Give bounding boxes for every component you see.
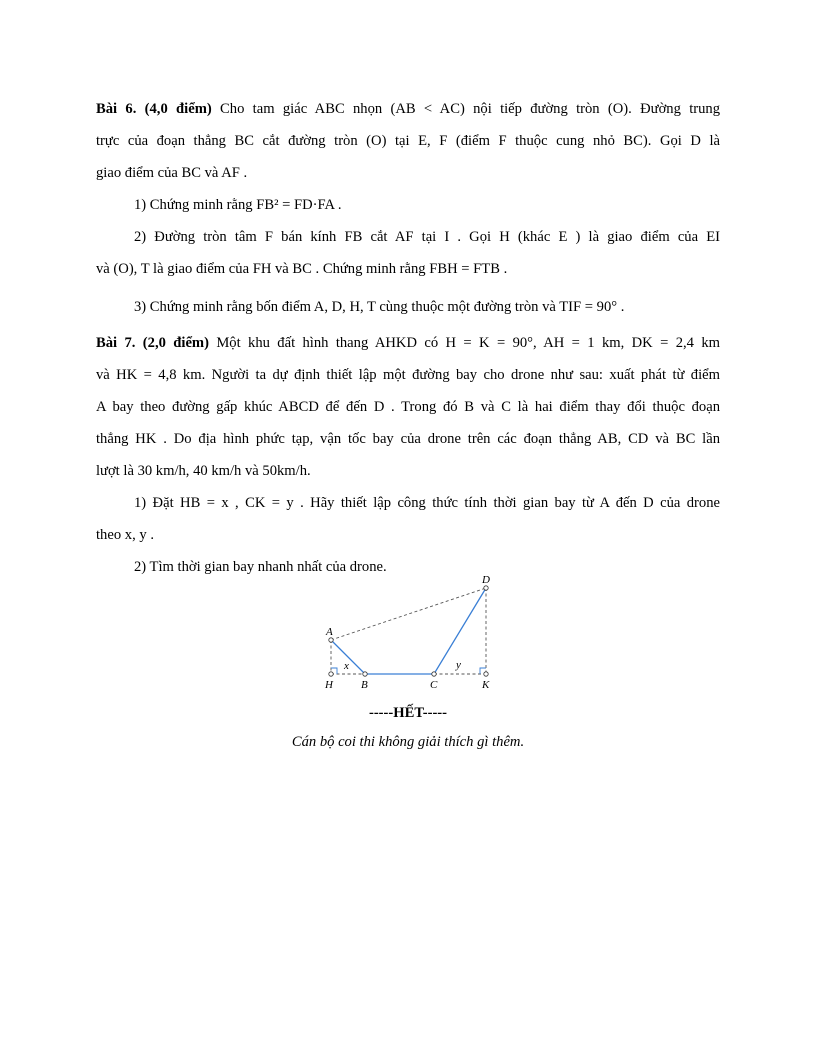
- label-B: B: [361, 679, 368, 691]
- point-C: [432, 672, 436, 676]
- point-B: [363, 672, 367, 676]
- bai6-question-3: 3) Chứng minh rằng bốn điểm A, D, H, T cùng thuộc một đường tròn và TIF = 90° .: [134, 299, 625, 315]
- bai7-text-line1: Một khu đất hình thang AHKD có H = K = 90°, AH = 1 km, DK = 2,4 km: [208, 335, 720, 351]
- dashed-AD: [331, 588, 486, 640]
- bai7-question-1-line2: theo x, y .: [96, 527, 154, 543]
- bai6-text-line3: giao điểm của BC và AF .: [96, 165, 248, 181]
- bai7-question-1-line1: 1) Đặt HB = x , CK = y . Hãy thiết lập công thức tính thời gian bay từ A đến D của drone: [134, 495, 720, 511]
- bai6-text-line1: Cho tam giác ABC nhọn (AB < AC) nội tiếp đường tròn (O). Đường trung: [211, 101, 720, 117]
- bai6-question-2-line2: và (O), T là giao điểm của FH và BC . Chứng minh rằng FBH = FTB .: [96, 261, 508, 277]
- bai7-text-line2: và HK = 4,8 km. Người ta dự định thiết lập một đường bay cho drone như sau: xuất phát từ điểm: [96, 367, 720, 383]
- label-A: A: [326, 626, 333, 638]
- label-H: H: [325, 679, 333, 691]
- bai7-question-2: 2) Tìm thời gian bay nhanh nhất của drone.: [134, 559, 387, 575]
- label-K: K: [482, 679, 490, 691]
- label-x: x: [344, 660, 349, 672]
- bai6-question-2-line1: 2) Đường tròn tâm F bán kính FB cắt AF tại I . Gọi H (khác E ) là giao điểm của EI: [134, 229, 720, 245]
- bai7-heading: Bài 7. (2,0 điểm): [96, 335, 209, 351]
- footer-note: Cán bộ coi thi không giải thích gì thêm.: [291, 734, 525, 750]
- end-mark: -----HẾT-----: [368, 705, 448, 721]
- bai6-question-1: 1) Chứng minh rằng FB² = FD·FA .: [134, 197, 342, 213]
- bai6-text-line2: trực của đoạn thẳng BC cắt đường tròn (O) tại E, F (điểm F thuộc cung nhỏ BC). Gọi D là: [96, 133, 720, 149]
- bai6-heading: Bài 6. (4,0 điểm): [96, 101, 212, 117]
- point-H: [329, 672, 333, 676]
- bai7-text-line3: A bay theo đường gấp khúc ABCD để đến D . Trong đó B và C là hai điểm thay đổi thuộc đoạn: [96, 399, 720, 415]
- label-C: C: [430, 679, 438, 691]
- label-y: y: [456, 659, 461, 671]
- point-K: [484, 672, 488, 676]
- point-A: [329, 638, 333, 642]
- bai7-text-line5: lượt là 30 km/h, 40 km/h và 50km/h.: [96, 463, 311, 479]
- label-D: D: [482, 574, 490, 586]
- point-D: [484, 586, 488, 590]
- drone-path-ABCD: [331, 588, 486, 674]
- bai7-text-line4: thẳng HK . Do địa hình phức tạp, vận tốc bay của drone trên các đoạn thẳng AB, CD và BC lần: [96, 431, 720, 447]
